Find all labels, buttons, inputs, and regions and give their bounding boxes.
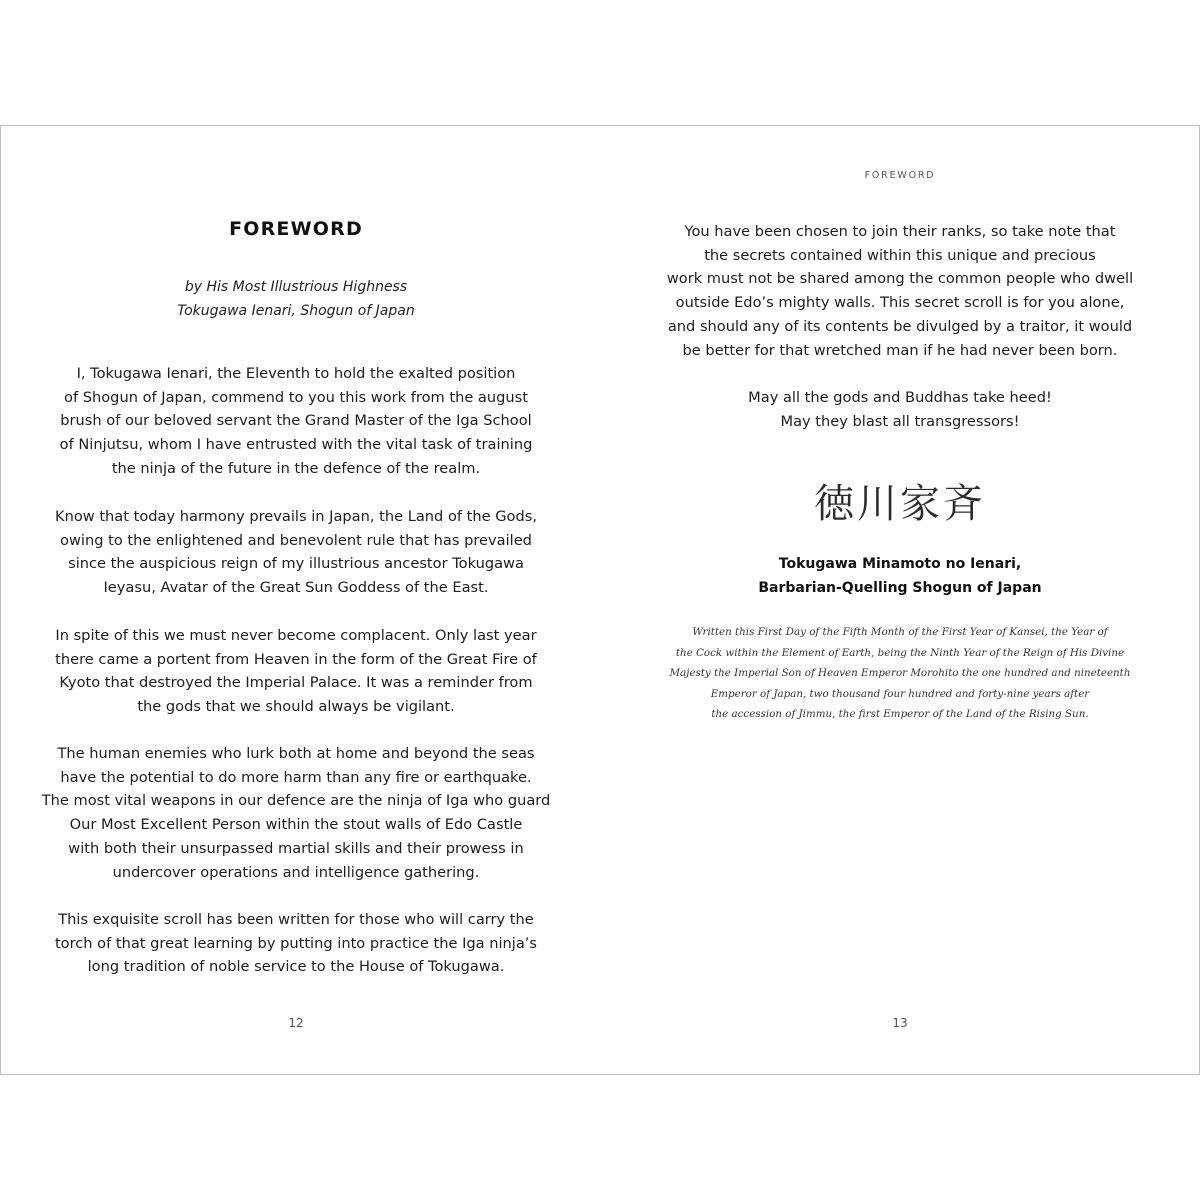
body-paragraph (1, 624, 591, 719)
text-line: torch of that great learning by putting into practice the Iga ninja’s (54, 934, 538, 952)
colophon-line: Emperor of Japan, two thousand four hundred and forty-nine years after (710, 687, 1090, 700)
text-line: there came a portent from Heaven in the form of the Great Fire of (55, 650, 537, 668)
text-line: Ieyasu, Avatar of the Great Sun Goddess of the East. (103, 579, 489, 597)
signature-line: Barbarian-Quelling Shogun of Japan (758, 580, 1042, 596)
body-paragraph (1, 362, 591, 481)
body-paragraph (1, 742, 591, 884)
body-paragraph (601, 220, 1199, 362)
text-line: owing to the enlightened and benevolent rule that has prevailed (60, 531, 532, 549)
body-paragraph (1, 505, 591, 600)
colophon-line: Written this First Day of the Fifth Month of the First Year of Kansei, the Year of (692, 626, 1108, 638)
text-line: of Ninjutsu, whom I have entrusted with the vital task of training (59, 436, 533, 454)
text-line: with both their unsurpassed martial skills and their prowess in (68, 839, 524, 857)
text-line: of Shogun of Japan, commend to you this work from the august (64, 388, 528, 406)
text-line: the ninja of the future in the defence of the realm. (111, 459, 481, 477)
text-line: outside Edo’s mighty walls. This secret scroll is for you alone, (675, 294, 1125, 312)
text-line: be better for that wretched man if he had never been born. (682, 341, 1118, 359)
body-paragraph (1, 908, 591, 979)
kanji-signature-seal: 徳川家斉 (814, 481, 986, 527)
text-line: undercover operations and intelligence gathering. (112, 863, 480, 881)
colophon-line: Majesty the Imperial Son of Heaven Emperor Morohito the one hundred and nineteenth (669, 667, 1131, 679)
text-line: This exquisite scroll has been written for those who will carry the (58, 911, 534, 928)
text-line: Kyoto that destroyed the Imperial Palace. It was a reminder from (59, 674, 533, 692)
book-spread (0, 125, 1200, 1075)
text-line: The human enemies who lurk both at home and beyond the seas (57, 745, 535, 762)
text-line: Know that today harmony prevails in Japan, the Land of the Gods, (55, 508, 537, 525)
text-line: since the auspicious reign of my illustrious ancestor Tokugawa (68, 555, 524, 573)
text-line: work must not be shared among the common people who dwell (666, 270, 1134, 288)
signature-line: Tokugawa Minamoto no Ienari, (778, 556, 1022, 572)
left-page (1, 126, 591, 1074)
colophon-line: the accession of Jimmu, the first Emperor of the Land of the Rising Sun. (711, 708, 1089, 720)
text-line: May they blast all transgressors! (780, 412, 1020, 430)
colophon (601, 622, 1199, 725)
text-line: You have been chosen to join their ranks, so take note that (684, 223, 1116, 240)
byline-line: Tokugawa Ienari, Shogun of Japan (177, 303, 415, 319)
text-line: long tradition of noble service to the House of Tokugawa. (87, 958, 505, 976)
chapter-title: FOREWORD (229, 218, 363, 240)
text-line: May all the gods and Buddhas take heed! (748, 389, 1052, 406)
text-line: In spite of this we must never become complacent. Only last year (55, 627, 537, 644)
byline-line: by His Most Illustrious Highness (184, 279, 408, 295)
body-paragraph (601, 386, 1199, 433)
text-line: I, Tokugawa Ienari, the Eleventh to hold the exalted position (76, 365, 516, 382)
byline (1, 275, 591, 323)
page-number: 13 (892, 1016, 908, 1030)
text-line: The most vital weapons in our defence are the ninja of Iga who guard (41, 792, 551, 810)
text-line: the secrets contained within this unique and precious (704, 246, 1096, 264)
text-line: Our Most Excellent Person within the stout walls of Edo Castle (69, 816, 523, 834)
right-page (601, 126, 1199, 1074)
running-head: FOREWORD (864, 170, 936, 181)
text-line: the gods that we should always be vigilant. (137, 698, 455, 716)
page-number: 12 (288, 1016, 304, 1030)
text-line: and should any of its contents be divulged by a traitor, it would (667, 317, 1133, 335)
colophon-line: the Cock within the Element of Earth, being the Ninth Year of the Reign of His Divine (675, 646, 1125, 659)
text-line: brush of our beloved servant the Grand Master of the Iga School (60, 412, 532, 430)
signature-block (601, 552, 1199, 600)
text-line: have the potential to do more harm than any fire or earthquake. (60, 768, 532, 786)
